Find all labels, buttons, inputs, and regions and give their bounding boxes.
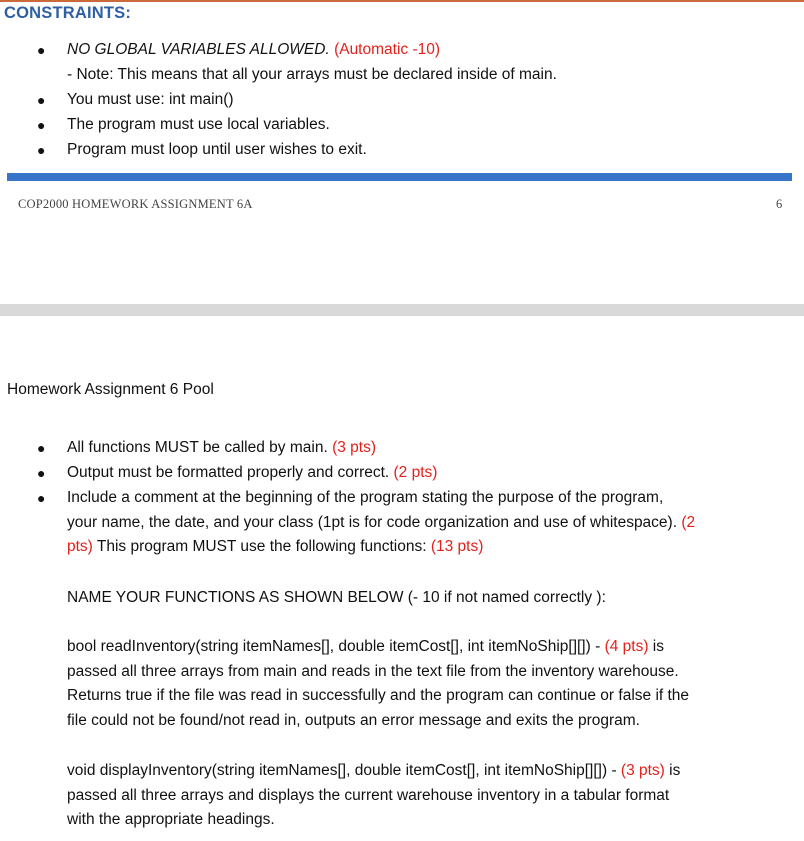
function-display-inventory: void displayInventory(string itemNames[], double itemCost[], int itemNoShip[][]) - (3 pts) is passed all three arrays and displays the current warehouse inventory in a tabular format with the appropriate headings.: [67, 762, 681, 828]
bullet-dot: ●: [37, 490, 46, 506]
bullet-dot: ●: [37, 142, 46, 158]
constraint-text: NO GLOBAL VARIABLES ALLOWED. (Automatic -10): [67, 41, 441, 58]
bullet-dot: ●: [37, 42, 46, 58]
page-break-band: [0, 304, 804, 316]
bullet-dot: ●: [37, 440, 46, 456]
footer-course: COP2000 HOMEWORK ASSIGNMENT 6A: [18, 197, 253, 211]
footer-rule: [7, 173, 792, 181]
constraints-title: CONSTRAINTS:: [4, 4, 132, 22]
section-title: Homework Assignment 6 Pool: [7, 381, 214, 398]
bullet-dot: ●: [37, 92, 46, 108]
bullet-dot: ●: [37, 465, 46, 481]
top-rule: [0, 0, 804, 2]
page-number: 6: [776, 197, 783, 211]
bullet-dot: ●: [37, 117, 46, 133]
function-read-inventory: bool readInventory(string itemNames[], double itemCost[], int itemNoShip[][]) - (4 pts) is passed all three arrays from main and reads in the text file from the inventory warehouse. Returns true if the file was read in successfully and the program can continue or false if the file could not be found/not read in, outputs an error message and exits the program.: [67, 638, 690, 729]
naming-instruction: NAME YOUR FUNCTIONS AS SHOWN BELOW (- 10 if not named correctly ):: [67, 589, 606, 606]
